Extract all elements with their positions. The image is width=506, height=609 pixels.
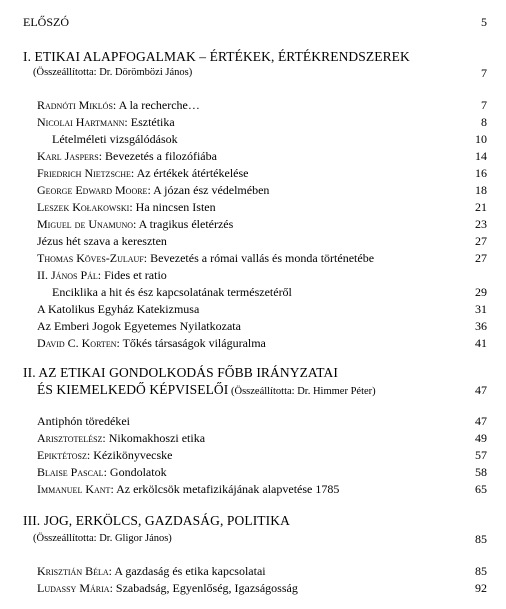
page-number: 8	[481, 115, 487, 129]
author-name: Krisztián Béla	[37, 564, 109, 578]
author-name: Immanuel Kant	[37, 482, 111, 496]
page-number: 49	[475, 431, 487, 445]
compiler-note: (Összeállította: Dr. Dörömbözi János)	[33, 67, 193, 78]
entry-prefix: II.	[37, 268, 51, 282]
entry-title: Az Emberi Jogok Egyetemes Nyilatkozata	[37, 319, 241, 333]
section-title: ÉS KIEMELKEDŐ KÉPVISELŐI	[37, 382, 229, 397]
entry-title: : Az erkölcsök metafizikájának alapvetése 1785	[110, 482, 340, 496]
entry-title: : Szabadság, Egyenlőség, Igazságosság	[109, 581, 298, 595]
author-name: Arisztotelész	[37, 431, 103, 445]
entry-title: : Bevezetés a római vallás és monda történetébe	[143, 251, 375, 265]
entry-title: : A la recherche…	[112, 98, 200, 112]
author-name: Blaise Pascal	[37, 465, 104, 479]
entry-title: Enciklika a hit és ész kapcsolatának természetéről	[52, 285, 292, 299]
page-number: 36	[475, 319, 487, 333]
author-name: Friedrich Nietzsche	[37, 166, 131, 180]
entry-title: Antiphón töredékei	[37, 414, 130, 428]
page-number: 92	[475, 581, 487, 595]
entry-title: ELŐSZÓ	[23, 15, 69, 29]
page-number: 57	[475, 448, 487, 462]
page-number: 16	[475, 166, 487, 180]
page-number: 7	[481, 66, 487, 80]
page-number: 7	[481, 98, 487, 112]
page-number: 18	[475, 183, 487, 197]
page-number: 27	[475, 251, 487, 265]
section-title: II. AZ ETIKAI GONDOLKODÁS FŐBB IRÁNYZATAI	[23, 365, 338, 380]
entry-title: A Katolikus Egyház Katekizmusa	[37, 302, 200, 316]
compiler-note: (Összeállította: Dr. Gligor János)	[33, 533, 172, 544]
page-number: 47	[475, 414, 487, 428]
entry-title: : A gazdaság és etika kapcsolatai	[108, 564, 266, 578]
entry-title: : Gondolatok	[103, 465, 167, 479]
author-name: Karl Jaspers	[37, 149, 99, 163]
entry-title: Lételméleti vizsgálódások	[52, 132, 178, 146]
entry-title: : Esztétika	[124, 115, 175, 129]
entry-title: : Ha nincsen Isten	[129, 200, 216, 214]
entry-title: Jézus hét szava a kereszten	[37, 234, 167, 248]
entry-title: : A józan ész védelmében	[147, 183, 270, 197]
page-number: 14	[475, 149, 487, 163]
author-name: János Pál	[51, 268, 98, 282]
section-title: I. ETIKAI ALAPFOGALMAK – ÉRTÉKEK, ÉRTÉKRENDSZEREK	[23, 49, 410, 64]
entry-title: : Nikomakhoszi etika	[102, 431, 206, 445]
page-number: 27	[475, 234, 487, 248]
page-number: 5	[481, 15, 487, 29]
page-number: 65	[475, 482, 487, 496]
page-number: 23	[475, 217, 487, 231]
page-number: 41	[475, 336, 487, 350]
author-name: Thomas Köves-Zulauf	[37, 251, 144, 265]
author-name: George Edward Moore	[37, 183, 148, 197]
page-number: 31	[475, 302, 487, 316]
author-name: Ludassy Mária	[37, 581, 110, 595]
entry-title: : Bevezetés a filozófiába	[98, 149, 217, 163]
page-number: 47	[475, 383, 487, 397]
page-number: 21	[475, 200, 487, 214]
entry-title: : Tőkés társaságok világuralma	[116, 336, 266, 350]
page-number: 85	[475, 564, 487, 578]
page-number: 29	[475, 285, 487, 299]
section-title: III. JOG, ERKÖLCS, GAZDASÁG, POLITIKA	[23, 513, 290, 528]
entry-title: : A tragikus életérzés	[133, 217, 234, 231]
page-number: 85	[475, 532, 487, 546]
author-name: Nicolai Hartmann	[37, 115, 125, 129]
author-name: Epiktétosz	[37, 448, 87, 462]
author-name: Radnóti Miklós	[37, 98, 113, 112]
author-name: David C. Korten	[37, 336, 117, 350]
page-number: 58	[475, 465, 487, 479]
compiler-note: (Összeállította: Dr. Himmer Péter)	[228, 386, 376, 397]
entry-title: : Az értékek átértékelése	[130, 166, 249, 180]
page-number: 10	[475, 132, 487, 146]
entry-title: : Fides et ratio	[97, 268, 167, 282]
entry-title: : Kézikönyvecske	[86, 448, 173, 462]
author-name: Leszek Kołakowski	[37, 200, 130, 214]
author-name: Miguel de Unamuno	[37, 217, 133, 231]
